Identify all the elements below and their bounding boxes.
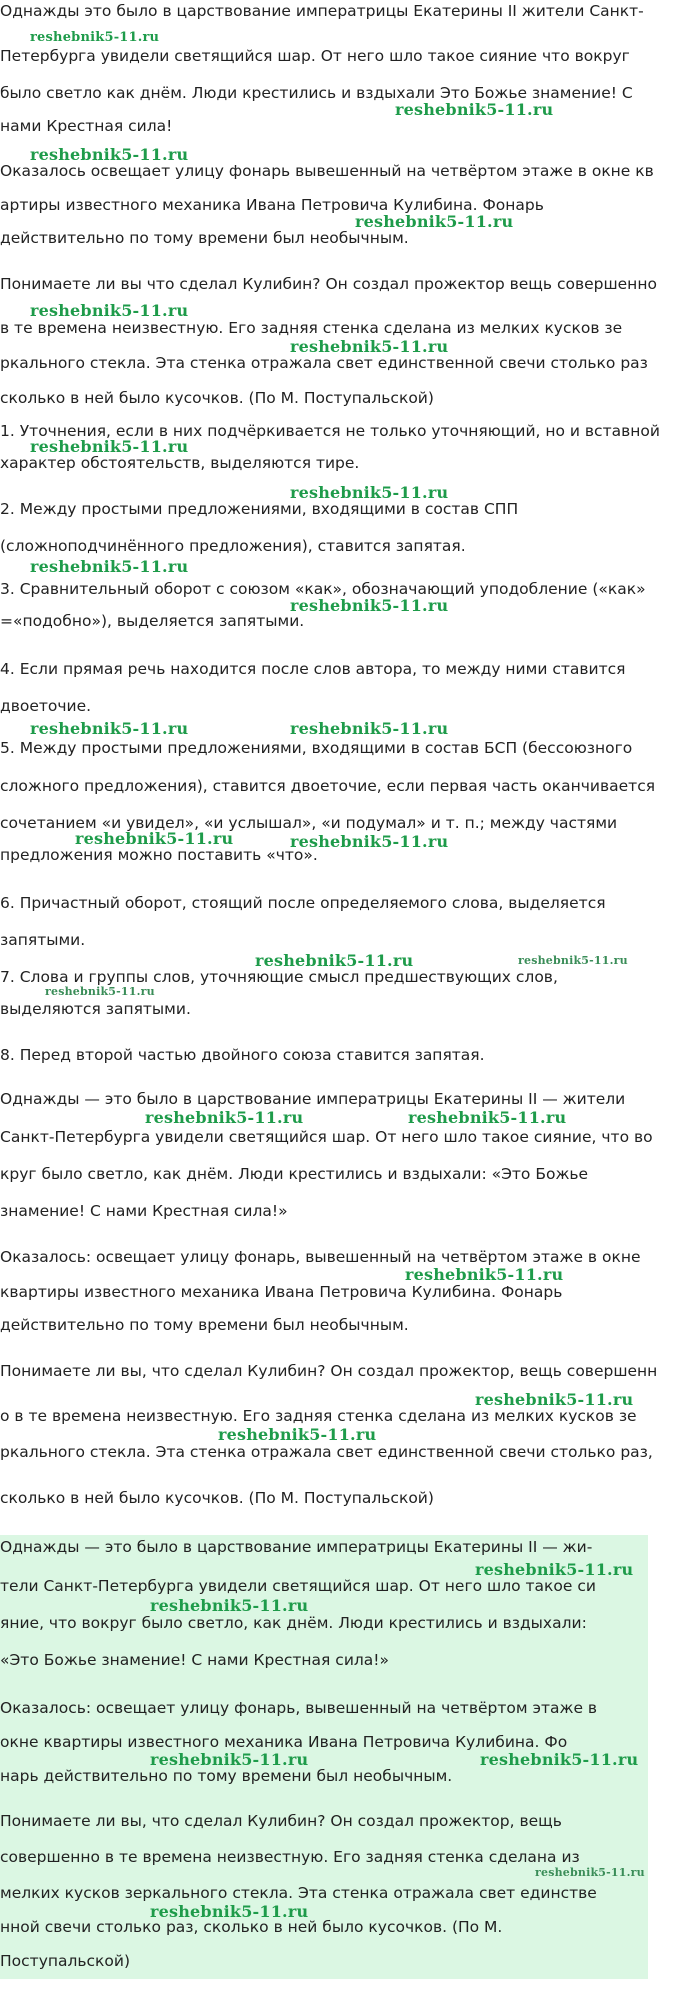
- watermark: reshebnik5-11.ru: [30, 719, 189, 738]
- watermark: reshebnik5-11.ru: [218, 1425, 377, 1444]
- rule-line: 4. Если прямая речь находится после слов автора, то между ними ставится: [0, 660, 626, 678]
- watermark: reshebnik5-11.ru: [290, 832, 449, 851]
- watermark: reshebnik5-11.ru: [408, 1108, 567, 1127]
- rule-line: сложного предложения), ставится двоеточие, если первая часть оканчивается: [0, 777, 656, 795]
- watermark: reshebnik5-11.ru: [30, 30, 160, 45]
- text-line: ркального стекла. Эта стенка отражала свет единственной свечи столько раз,: [0, 1443, 653, 1461]
- text-line: Санкт-Петербурга увидели светящийся шар. От него шло такое сияние, что во: [0, 1128, 653, 1146]
- text-line: Поступальской): [0, 1952, 131, 1970]
- watermark: reshebnik5-11.ru: [255, 951, 414, 970]
- text-line: Понимаете ли вы, что сделал Кулибин? Он создал прожектор, вещь совершенн: [0, 1362, 658, 1380]
- watermark: reshebnik5-11.ru: [395, 100, 554, 119]
- watermark: reshebnik5-11.ru: [150, 1902, 309, 1921]
- rule-line: 8. Перед второй частью двойного союза ставится запятая.: [0, 1046, 485, 1064]
- watermark: reshebnik5-11.ru: [535, 1866, 645, 1879]
- watermark: reshebnik5-11.ru: [290, 337, 449, 356]
- text-line: тели Санкт-Петербурга увидели светящийся шар. От него шло такое си: [0, 1577, 596, 1595]
- rule-line: двоеточие.: [0, 697, 92, 715]
- text-line: яние, что вокруг было светло, как днём. Люди крестились и вздыхали:: [0, 1614, 587, 1632]
- watermark: reshebnik5-11.ru: [290, 483, 449, 502]
- text-line: нами Крестная сила!: [0, 117, 173, 135]
- rule-line: 3. Сравнительный оборот с союзом «как», обозначающий уподобление («как»: [0, 580, 646, 598]
- rule-line: запятыми.: [0, 931, 86, 949]
- text-line: в те времена неизвестную. Его задняя стенка сделана из мелких кусков зе: [0, 319, 623, 337]
- rule-line: предложения можно поставить «что».: [0, 846, 318, 864]
- text-line: Оказалось: освещает улицу фонарь, вывешенный на четвёртом этаже в окне: [0, 1248, 641, 1266]
- text-line: Однажды это было в царствование императрицы Екатерины II жители Санкт-: [0, 2, 644, 20]
- rule-line: выделяются запятыми.: [0, 1000, 191, 1018]
- text-line: нной свечи столько раз, сколько в ней было кусочков. (По М.: [0, 1918, 503, 1936]
- text-line: артиры известного механика Ивана Петровича Кулибина. Фонарь: [0, 196, 544, 214]
- watermark: reshebnik5-11.ru: [150, 1596, 309, 1615]
- text-line: о в те времена неизвестную. Его задняя стенка сделана из мелких кусков зе: [0, 1407, 637, 1425]
- text-line: «Это Божье знамение! С нами Крестная сила!»: [0, 1651, 389, 1669]
- rule-line: 7. Слова и группы слов, уточняющие смысл предшествующих слов,: [0, 968, 558, 986]
- text-line: Понимаете ли вы, что сделал Кулибин? Он создал прожектор, вещь: [0, 1812, 562, 1830]
- rule-line: характер обстоятельств, выделяются тире.: [0, 454, 360, 472]
- watermark: reshebnik5-11.ru: [518, 954, 628, 967]
- watermark: reshebnik5-11.ru: [75, 829, 234, 848]
- text-line: нарь действительно по тому времени был необычным.: [0, 1767, 453, 1785]
- watermark: reshebnik5-11.ru: [150, 1750, 309, 1769]
- text-line: Однажды — это было в царствование императрицы Екатерины II — жители: [0, 1090, 626, 1108]
- text-line: сколько в ней было кусочков. (По М. Поступальской): [0, 1489, 434, 1507]
- watermark: reshebnik5-11.ru: [290, 719, 449, 738]
- watermark: reshebnik5-11.ru: [355, 212, 514, 231]
- watermark: reshebnik5-11.ru: [30, 145, 189, 164]
- text-line: Оказалось освещает улицу фонарь вывешенный на четвёртом этаже в окне кв: [0, 162, 654, 180]
- watermark: reshebnik5-11.ru: [30, 557, 189, 576]
- rule-line: 5. Между простыми предложениями, входящими в состав БСП (бессоюзного: [0, 739, 633, 757]
- text-line: действительно по тому времени был необычным.: [0, 1316, 409, 1334]
- watermark: reshebnik5-11.ru: [30, 437, 189, 456]
- watermark: reshebnik5-11.ru: [30, 301, 189, 320]
- text-line: было светло как днём. Люди крестились и вздыхали Это Божье знамение! С: [0, 84, 633, 102]
- text-line: Понимаете ли вы что сделал Кулибин? Он создал прожектор вещь совершенно: [0, 275, 657, 293]
- watermark: reshebnik5-11.ru: [475, 1560, 634, 1579]
- watermark: reshebnik5-11.ru: [405, 1265, 564, 1284]
- text-line: Однажды — это было в царствование императрицы Екатерины II — жи-: [0, 1538, 593, 1556]
- text-line: ркального стекла. Эта стенка отражала свет единственной свечи столько раз: [0, 354, 648, 372]
- text-line: мелких кусков зеркального стекла. Эта стенка отражала свет единстве: [0, 1884, 597, 1902]
- rule-line: 2. Между простыми предложениями, входящими в состав СПП: [0, 500, 519, 518]
- watermark: reshebnik5-11.ru: [480, 1750, 639, 1769]
- rule-line: 6. Причастный оборот, стоящий после определяемого слова, выделяется: [0, 894, 606, 912]
- rule-line: сочетанием «и увидел», «и услышал», «и подумал» и т. п.; между частями: [0, 814, 618, 832]
- watermark: reshebnik5-11.ru: [475, 1390, 634, 1409]
- rule-line: 1. Уточнения, если в них подчёркивается не только уточняющий, но и вставной: [0, 422, 660, 440]
- watermark: reshebnik5-11.ru: [290, 596, 449, 615]
- text-line: окне квартиры известного механика Ивана Петровича Кулибина. Фо: [0, 1733, 568, 1751]
- text-line: круг было светло, как днём. Люди крестились и вздыхали: «Это Божье: [0, 1165, 589, 1183]
- watermark: reshebnik5-11.ru: [145, 1108, 304, 1127]
- text-line: квартиры известного механика Ивана Петровича Кулибина. Фонарь: [0, 1283, 563, 1301]
- text-line: Оказалось: освещает улицу фонарь, вывешенный на четвёртом этаже в: [0, 1699, 598, 1717]
- text-line: сколько в ней было кусочков. (По М. Поступальской): [0, 389, 434, 407]
- text-line: Петербурга увидели светящийся шар. От него шло такое сияние что вокруг: [0, 47, 630, 65]
- rule-line: (сложноподчинённого предложения), ставится запятая.: [0, 537, 466, 555]
- text-line: действительно по тому времени был необычным.: [0, 229, 409, 247]
- rule-line: =«подобно»), выделяется запятыми.: [0, 612, 305, 630]
- text-line: совершенно в те времена неизвестную. Его задняя стенка сделана из: [0, 1848, 580, 1866]
- text-line: знамение! С нами Крестная сила!»: [0, 1202, 288, 1220]
- watermark: reshebnik5-11.ru: [45, 985, 155, 998]
